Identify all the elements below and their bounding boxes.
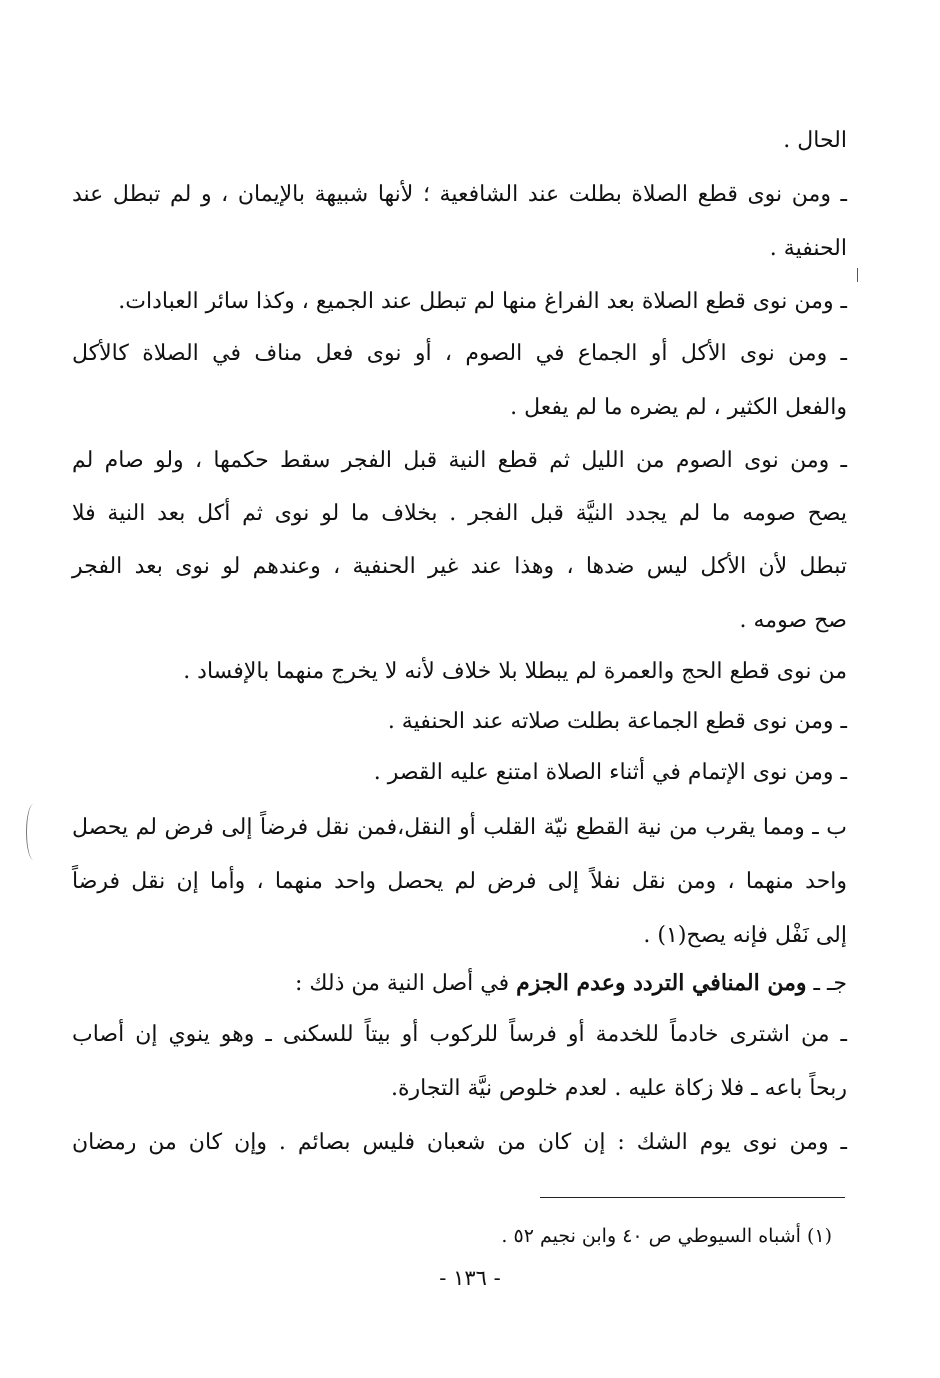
- text-line: ـ ومن نوى قطع الجماعة بطلت صلاته عند الحنفية .: [387, 709, 847, 734]
- margin-bracket-mark: [26, 804, 41, 860]
- text-line: إلى نَفْل فإنه يصح(١) .: [643, 923, 847, 948]
- page-number: - ١٣٦ -: [439, 1266, 501, 1290]
- text-line: صح صومه .: [739, 608, 847, 633]
- text-line: ب ـ ومما يقرب من نية القطع نيّة القلب أو النقل،فمن نقل فرضاً إلى فرض لم يحصل: [72, 815, 847, 840]
- margin-tick-mark: [857, 268, 858, 282]
- section-heading-line: جـ ـ ومن المنافي التردد وعدم الجزم في أصل النية من ذلك :: [294, 970, 847, 996]
- text-line: ـ ومن نوى قطع الصلاة بعد الفراغ منها لم تبطل عند الجميع ، وكذا سائر العبادات.: [118, 289, 847, 314]
- text-line: ـ ومن نوى الإتمام في أثناء الصلاة امتنع عليه القصر .: [373, 760, 847, 785]
- footnote: (١) أشباه السيوطي ص ٤٠ وابن نجيم ٥٢ .: [501, 1225, 832, 1247]
- text-line: ـ من اشترى خادماً للخدمة أو فرساً للركوب أو بيتاً للسكنى ـ وهو ينوي إن أصاب: [72, 1022, 847, 1047]
- text-line: والفعل الكثير ، لم يضره ما لم يفعل .: [510, 395, 847, 420]
- text-line: يصح صومه ما لم يجدد النيَّة قبل الفجر . بخلاف ما لو نوى ثم أكل بعد النية فلا: [72, 501, 847, 526]
- text-line: ربحاً باعه ـ فلا زكاة عليه . لعدم خلوص نيَّة التجارة.: [391, 1076, 847, 1101]
- text-line: واحد منهما ، ومن نقل نفلاً إلى فرض لم يحصل واحد منهما ، وأما إن نقل فرضاً: [72, 869, 847, 894]
- bold-heading-text: ومن المنافي التردد وعدم الجزم: [516, 970, 807, 996]
- text-line: تبطل لأن الأكل ليس ضدها ، وهذا عند غير الحنفية ، وعندهم لو نوى بعد الفجر: [72, 554, 847, 579]
- text-line: من نوى قطع الحج والعمرة لم يبطلا بلا خلاف لأنه لا يخرج منهما بالإفساد .: [183, 659, 847, 684]
- text-line: ـ ومن نوى الأكل أو الجماع في الصوم ، أو نوى فعل مناف في الصلاة كالأكل: [72, 341, 847, 366]
- text-line: ـ ومن نوى قطع الصلاة بطلت عند الشافعية ؛ لأنها شبيهة بالإيمان ، و لم تبطل عند: [72, 182, 847, 207]
- text-line: الحال .: [783, 128, 847, 153]
- text-line: ـ ومن نوى يوم الشك : إن كان من شعبان فليس بصائم . وإن كان من رمضان: [72, 1130, 847, 1155]
- text-line: ـ ومن نوى الصوم من الليل ثم قطع النية قبل الفجر سقط حكمها ، ولو صام لم: [72, 448, 847, 473]
- text-line: الحنفية .: [769, 236, 847, 261]
- footnote-separator: [540, 1197, 845, 1198]
